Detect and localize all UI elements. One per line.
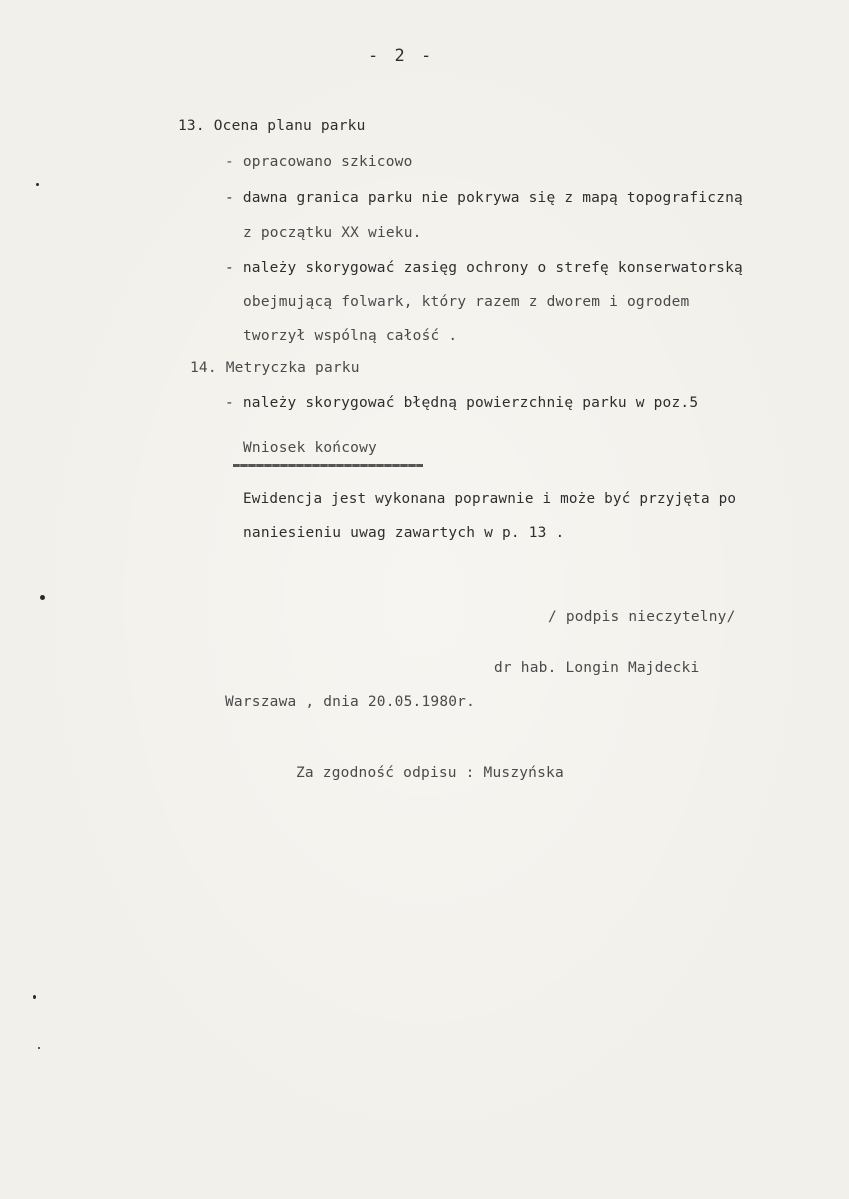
signature-note: / podpis nieczytelny/ — [548, 609, 736, 625]
section-14-heading: 14. Metryczka parku — [190, 360, 360, 376]
section-13-item: - dawna granica parku nie pokrywa się z mapą topograficzną — [225, 190, 743, 206]
section-13-item: z początku XX wieku. — [243, 225, 422, 241]
certification-line: Za zgodność odpisu : Muszyńska — [296, 765, 564, 781]
place-date: Warszawa , dnia 20.05.1980r. — [225, 694, 476, 710]
section-13-item: obejmującą folwark, który razem z dworem i ogrodem — [243, 294, 690, 310]
speck-mark — [33, 995, 36, 999]
section-13-item: - opracowano szkicowo — [225, 154, 413, 170]
conclusion-heading: Wniosek końcowy — [243, 440, 377, 456]
signatory-name: dr hab. Longin Majdecki — [494, 660, 700, 676]
speck-mark — [38, 1047, 40, 1049]
speck-mark — [36, 183, 39, 186]
section-13-item: tworzył wspólną całość . — [243, 328, 458, 344]
conclusion-underline — [233, 464, 423, 467]
section-13-heading: 13. Ocena planu parku — [178, 118, 366, 134]
punch-mark — [40, 595, 45, 600]
conclusion-line: naniesieniu uwag zawartych w p. 13 . — [243, 525, 565, 541]
conclusion-line: Ewidencja jest wykonana poprawnie i może być przyjęta po — [243, 491, 737, 507]
section-14-item: - należy skorygować błędną powierzchnię parku w poz.5 — [225, 395, 699, 411]
page-number: - 2 - — [368, 46, 435, 66]
section-13-item: - należy skorygować zasięg ochrony o strefę konserwatorską — [225, 260, 743, 276]
